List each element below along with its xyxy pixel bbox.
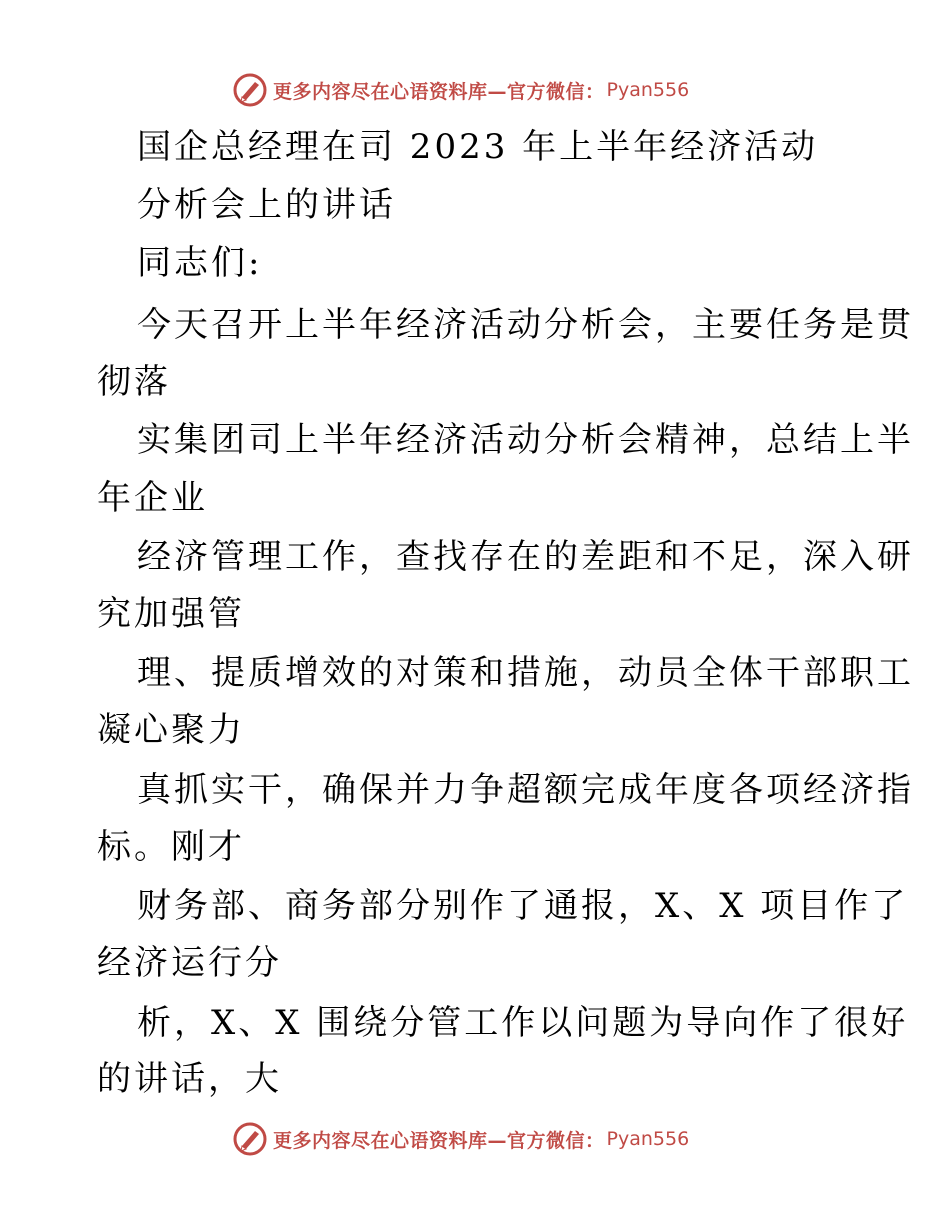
paragraph-line: 财务部、商务部分别作了通报，X、X 项目作了 [137, 886, 909, 926]
paragraph-line: 今天召开上半年经济活动分析会，主要任务是贯 [137, 305, 914, 345]
header-watermark [233, 71, 689, 109]
paragraph-line: 经济运行分 [97, 943, 282, 983]
paragraph-line: 的讲话，大 [97, 1059, 282, 1099]
paragraph-line: 经济管理工作，查找存在的差距和不足，深入研 [137, 537, 914, 577]
paragraph-line: 理、提质增效的对策和措施，动员全体干部职工 [137, 653, 914, 693]
footer-watermark [233, 1120, 689, 1158]
watermark-wechat-id: Pyan556 [606, 1128, 690, 1150]
paragraph-line: 凝心聚力 [97, 710, 245, 750]
paragraph-line: 标。刚才 [97, 827, 245, 867]
watermark-wechat-id: Pyan556 [606, 79, 690, 101]
paragraph-line: 彻落 [97, 362, 171, 402]
paragraph-line: 年企业 [97, 478, 208, 518]
paragraph-line: 究加强管 [97, 594, 245, 634]
paragraph-line: 析，X、X 围绕分管工作以问题为导向作了很好 [137, 1003, 909, 1043]
salutation: 同志们: [137, 243, 263, 283]
title-line-1: 国企总经理在司 2023 年上半年经济活动 [137, 127, 819, 167]
pen-logo-icon [233, 1122, 267, 1156]
title-line-2: 分析会上的讲话 [137, 185, 396, 225]
paragraph-line: 实集团司上半年经济活动分析会精神，总结上半 [137, 420, 914, 460]
pen-logo-icon [233, 73, 267, 107]
watermark-text: 更多内容尽在心语资料库—官方微信： [273, 1129, 605, 1152]
paragraph-line: 真抓实干，确保并力争超额完成年度各项经济指 [137, 770, 914, 810]
watermark-text: 更多内容尽在心语资料库—官方微信： [273, 80, 605, 103]
